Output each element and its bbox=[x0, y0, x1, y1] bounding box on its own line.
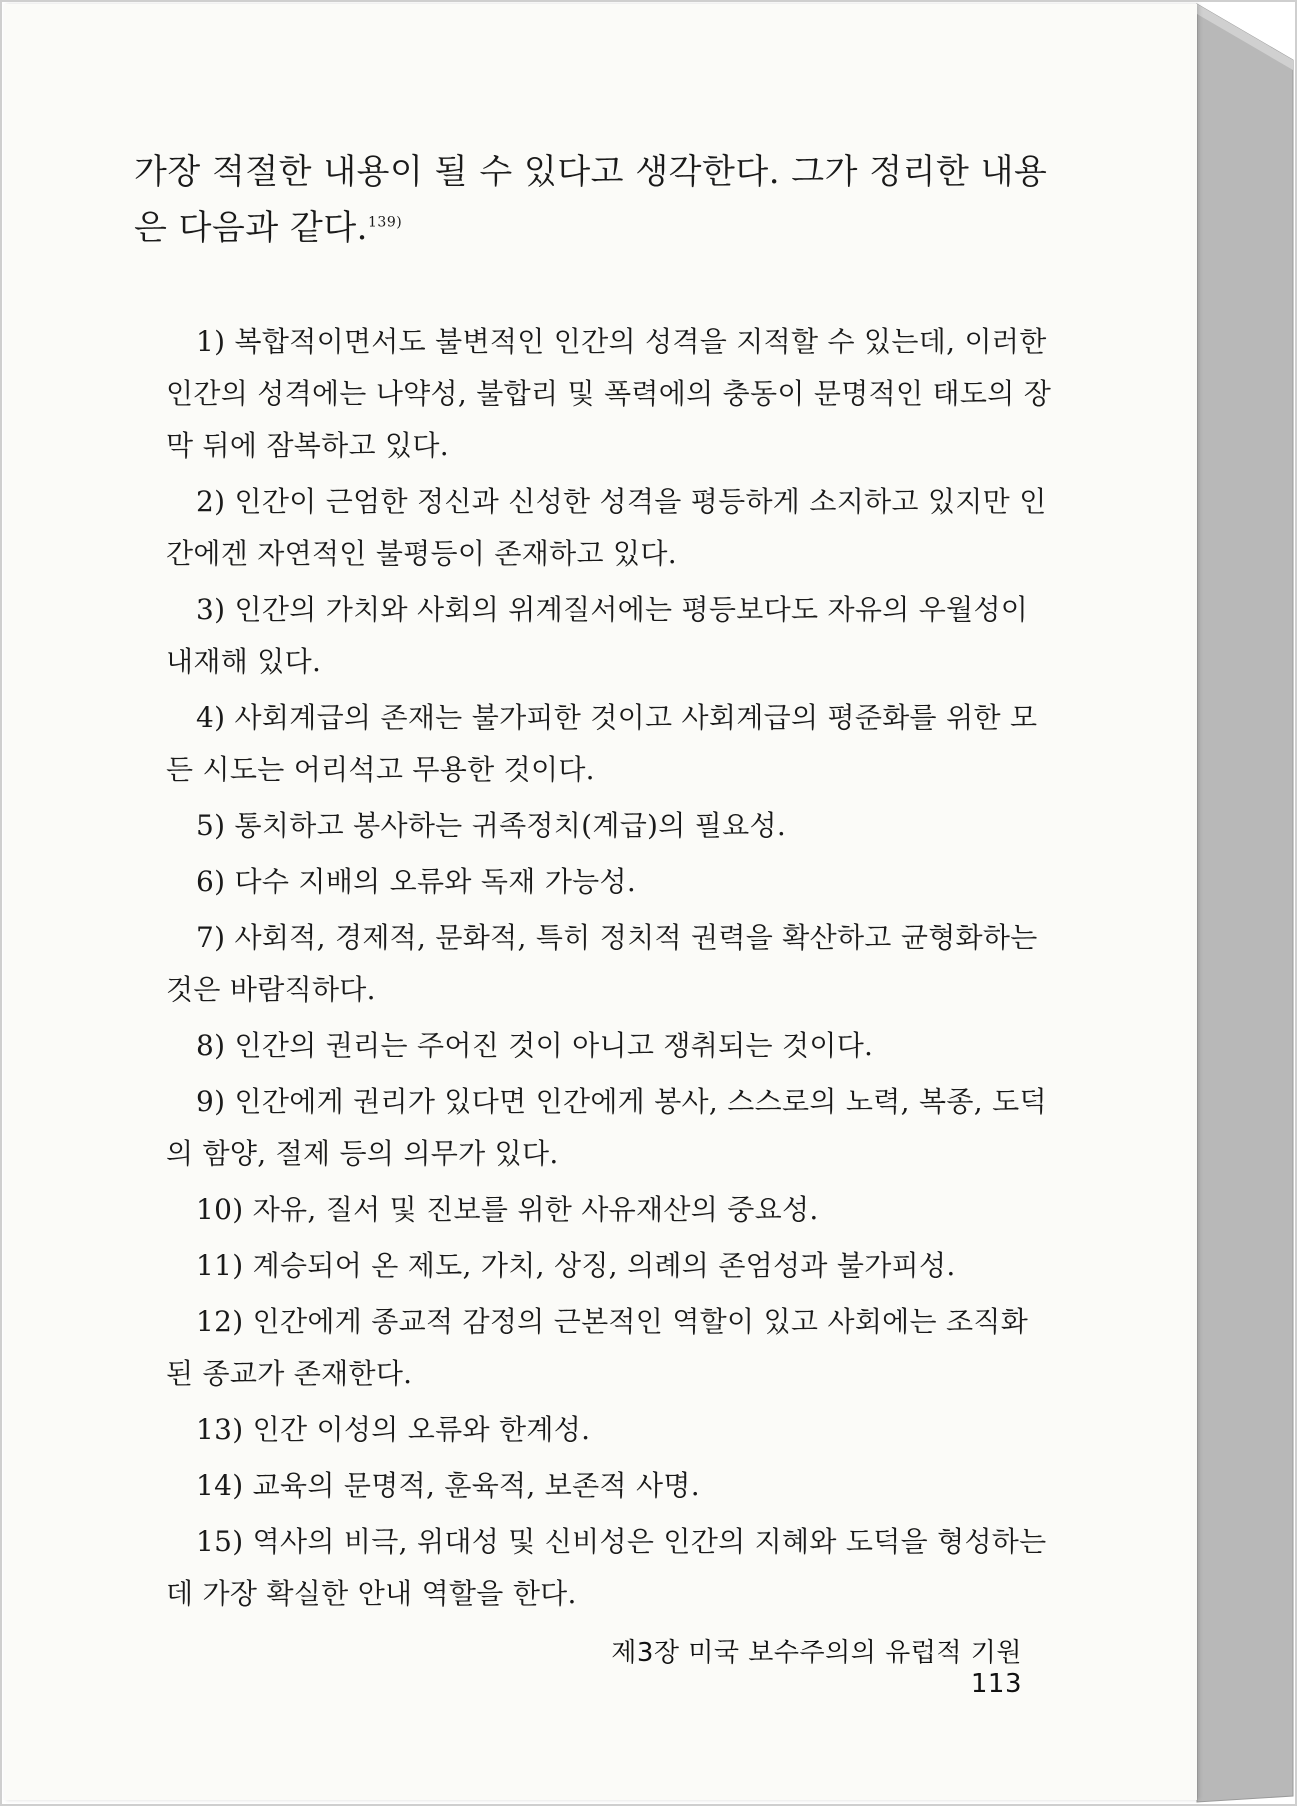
list-item: 5) 통치하고 봉사하는 귀족정치(계급)의 필요성. bbox=[196, 809, 787, 842]
list-item: 6) 다수 지배의 오류와 독재 가능성. bbox=[196, 865, 637, 898]
list-item: 13) 인간 이성의 오류와 한계성. bbox=[196, 1413, 591, 1446]
list-item: 11) 계승되어 온 제도, 가치, 상징, 의례의 존엄성과 불가피성. bbox=[196, 1249, 956, 1282]
intro-paragraph bbox=[134, 144, 1054, 256]
list-item: 12) 인간에게 종교적 감정의 근본적인 역할이 있고 사회에는 조직화된 종교가 존재한다. bbox=[166, 1305, 1029, 1390]
chapter-title: 제3장 미국 보수주의의 유럽적 기원 bbox=[611, 1638, 1022, 1668]
footnote-marker: 139) bbox=[368, 214, 403, 231]
intro-text: 가장 적절한 내용이 될 수 있다고 생각한다. 그가 정리한 내용은 다음과 같다. bbox=[134, 152, 1048, 248]
list-item: 3) 인간의 가치와 사회의 위계질서에는 평등보다도 자유의 우월성이 내재해 있다. bbox=[166, 593, 1029, 678]
list-item: 10) 자유, 질서 및 진보를 위한 사유재산의 중요성. bbox=[196, 1193, 819, 1226]
list-item: 8) 인간의 권리는 주어진 것이 아니고 쟁취되는 것이다. bbox=[196, 1029, 874, 1062]
page-body bbox=[134, 144, 1054, 1624]
list-item: 4) 사회계급의 존재는 불가피한 것이고 사회계급의 평준화를 위한 모든 시도는 어리석고 무용한 것이다. bbox=[166, 701, 1038, 786]
list-item: 7) 사회적, 경제적, 문화적, 특히 정치적 권력을 확산하고 균형화하는 것은 바람직하다. bbox=[166, 921, 1038, 1006]
page-number: 113 bbox=[970, 1669, 1022, 1699]
book-page bbox=[4, 4, 1197, 1800]
running-footer bbox=[552, 1632, 1022, 1699]
list-item: 14) 교육의 문명적, 훈육적, 보존적 사명. bbox=[196, 1469, 700, 1502]
list-item: 9) 인간에게 권리가 있다면 인간에게 봉사, 스스로의 노력, 복종, 도덕의 함양, 절제 등의 의무가 있다. bbox=[166, 1085, 1047, 1170]
list-item: 15) 역사의 비극, 위대성 및 신비성은 인간의 지혜와 도덕을 형성하는 데 가장 확실한 안내 역할을 한다. bbox=[166, 1525, 1047, 1610]
list-item: 2) 인간이 근엄한 정신과 신성한 성격을 평등하게 소지하고 있지만 인간에겐 자연적인 불평등이 존재하고 있다. bbox=[166, 485, 1047, 570]
list-item: 1) 복합적이면서도 불변적인 인간의 성격을 지적할 수 있는데, 이러한 인간의 성격에는 나약성, 불합리 및 폭력에의 충동이 문명적인 태도의 장막 뒤에 잠복하고 있다. bbox=[166, 325, 1052, 462]
numbered-list bbox=[134, 316, 1054, 1620]
